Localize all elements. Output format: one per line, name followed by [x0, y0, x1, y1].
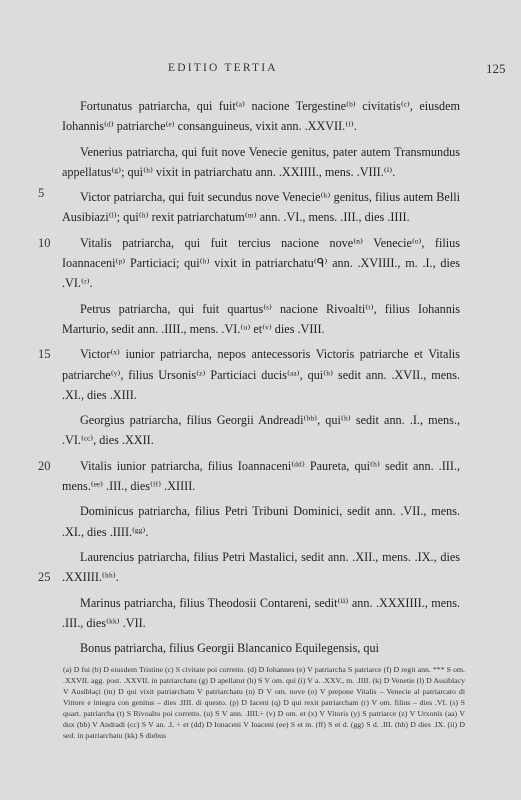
paragraph-text: Bonus patriarcha, filius Georgii Blancanico Equilegensis, qui [80, 641, 379, 656]
line-number: 25 [38, 569, 51, 584]
body-text [0, 96, 521, 663]
running-title: EDITIO TERTIA [168, 62, 278, 74]
paragraph-text: Victor patriarcha, qui fuit secundus nove Venecie⁽ᵏ⁾ genitus, filius autem Belli Ausibiazi⁽ˡ⁾; qui⁽ʰ⁾ rexit patriarchatum⁽ᵐ⁾ ann. .VI., mens. .III., dies .IIII. [62, 190, 460, 225]
paragraph-text: Victor⁽ˣ⁾ iunior patriarcha, nepos antecessoris Victoris patriarche et Vitalis patriarche⁽ʸ⁾, filius Ursonis⁽ᶻ⁾ Particiaci ducis⁽ᵃᵃ⁾, qui⁽ʰ⁾ sedit ann. .XVII., mens. .XI., dies .XIII. [62, 347, 460, 402]
line-number: 10 [38, 235, 51, 250]
paragraph-text: Georgius patriarcha, filius Georgii Andreadi⁽ᵇᵇ⁾, qui⁽ʰ⁾ sedit ann. .I., mens., .VI.⁽ᶜᶜ⁾, dies .XXII. [62, 413, 460, 448]
paragraph [0, 501, 460, 542]
paragraph-text: Venerius patriarcha, qui fuit nove Venecie genitus, pater autem Transmundus appellatus⁽ᵍ⁾; qui⁽ʰ⁾ vixit in patriarchatu ann. .XXIIII., mens. .VIII.⁽ⁱ⁾. [62, 144, 460, 179]
paragraph [0, 187, 460, 228]
paragraph-text: Fortunatus patriarcha, qui fuit⁽ᵃ⁾ nacione Tergestine⁽ᵇ⁾ civitatis⁽ᶜ⁾, eiusdem Iohannis⁽ᵈ⁾ patriarche⁽ᵉ⁾ consanguineus, vixit ann. .XXVII.⁽ᶠ⁾. [62, 99, 460, 134]
paragraph-text: Petrus patriarcha, qui fuit quartus⁽ˢ⁾ nacione Rivoalti⁽ᵗ⁾, filius Iohannis Marturio, sedit ann. .IIII., mens. .VI.⁽ᵘ⁾ et⁽ᵛ⁾ dies .VIII. [62, 301, 460, 336]
paragraph [0, 233, 460, 294]
paragraph [0, 142, 460, 200]
paragraph-text: Vitalis patriarcha, qui fuit tercius nacione nove⁽ⁿ⁾ Venecie⁽ᵒ⁾, filius Ioannaceni⁽ᵖ⁾ Particiaci; qui⁽ʰ⁾ vixit in patriarchatu⁽ᑫ⁾ ann. .XVIIII., m. .I., dies .VI.⁽ʳ⁾. [62, 235, 460, 291]
paragraph-text: Vitalis iunior patriarcha, filius Ioannaceni⁽ᵈᵈ⁾ Paureta, qui⁽ʰ⁾ sedit ann. .III., mens.⁽ᵉᵉ⁾ .III., dies⁽ᶠᶠ⁾ .XIIII. [62, 458, 460, 494]
paragraph [0, 344, 460, 405]
paragraph [0, 410, 460, 451]
page-number: 125 [486, 61, 506, 76]
critical-apparatus [63, 664, 465, 741]
paragraph [0, 638, 460, 658]
line-number: 20 [38, 458, 51, 473]
paragraph-text: Marinus patriarcha, filius Theodosii Contareni, sedit⁽ⁱⁱ⁾ ann. .XXXIIII., mens. .III., dies⁽ᵏᵏ⁾ .VII. [62, 595, 460, 630]
paragraph-text: Laurencius patriarcha, filius Petri Mastalici, sedit ann. .XII., mens. .IX., dies .XXIIII.⁽ʰʰ⁾. [62, 549, 460, 585]
line-number: 5 [38, 185, 45, 200]
footnote-text: (a) D fui (b) D eiusdem Tristine (c) S civitate poi corretto. (d) D Iohannes (e) V patriarcha S patriarce (f) D regit ann. *** S om. .XXVII. agg. post. .XXVII. in patriarchatu (g) D apellatur (h) S V om. qui (i) V a. .XXV., m. .IIII. (k) D Venetie (l) D Ausiblacy V Ausiblaçi (m) D qui vixit patriarchatu V patriarchatu (n) D V om. nove (o) V prepone Vitalis – Venecie al patriarcato di Vittore e integra con genitus – dies .IIII. di questo. (p) D Iaceni (q) D qui rexit patriarcham (r) V om. filius – dies .VI. (s) S quart. patriarcha (t) S Rivoalto poi corretto. (u) S V ann. .IIII.÷ (v) D om. et (x) V Vitoris (y) S patriarce (z) V Urxonis (aa) V dux (bb) V Andradi (cc) S V an. .I. ÷ et (dd) D Ionaceni V Ioaceni (ee) S et m. (ff) S et d. (gg) S d. .III. (hh) D dies .IX. (ii) D sed. in patriarchatu (kk) S diebus [63, 665, 465, 740]
paragraph [0, 456, 460, 497]
line-number: 15 [38, 347, 51, 362]
paragraph [0, 299, 460, 340]
paragraph [0, 96, 460, 137]
paragraph [0, 547, 460, 588]
paragraph [0, 593, 460, 634]
paragraph-text: Dominicus patriarcha, filius Petri Tribuni Dominici, sedit ann. .VII., mens. .XI., dies .IIII.⁽ᵍᵍ⁾. [62, 504, 460, 539]
